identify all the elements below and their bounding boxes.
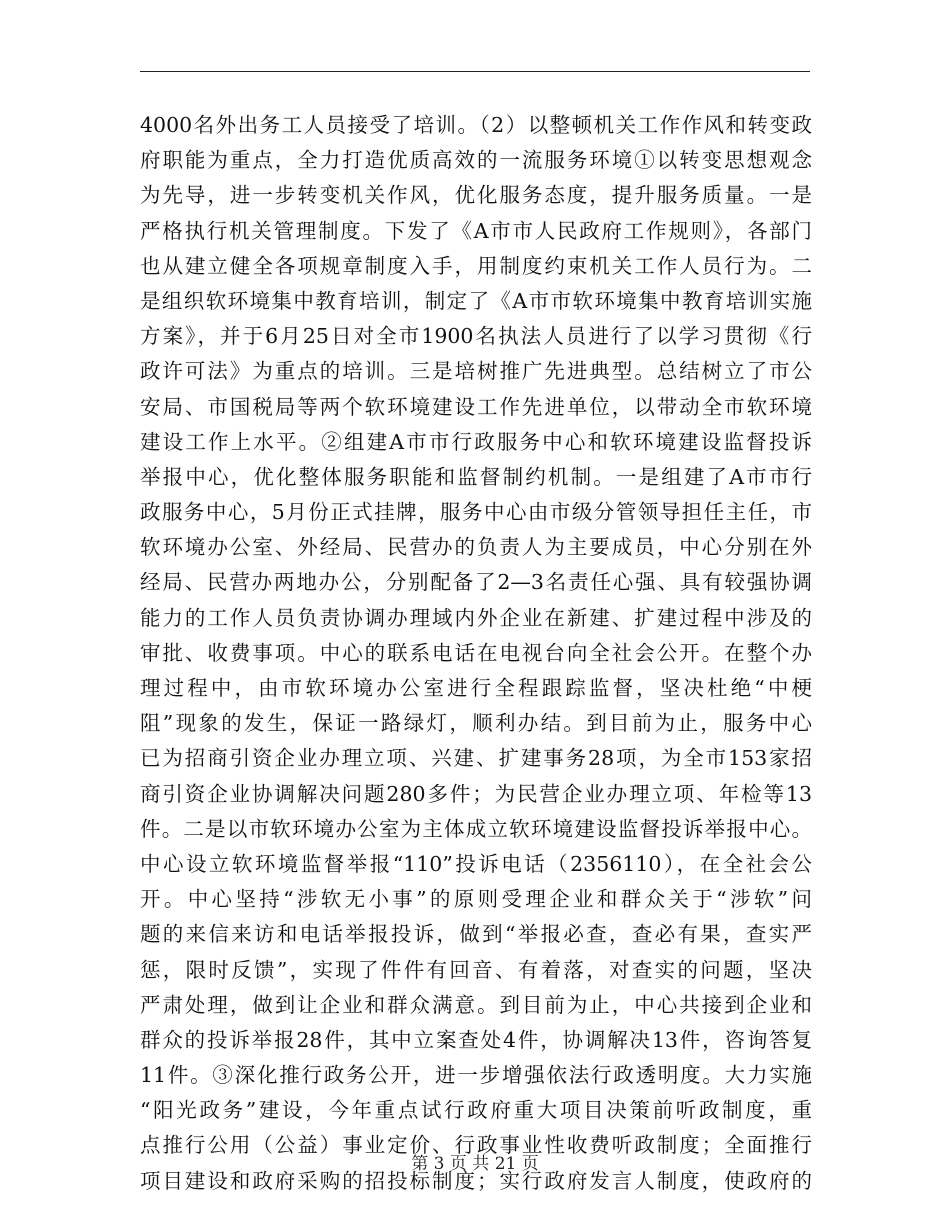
text-line: 严肃处理，做到让企业和群众满意。到目前为止，中心共接到企业和 — [140, 992, 812, 1017]
text-line: 点推行公用（公益）事业定价、行政事业性收费听政制度；全面推行 — [140, 1133, 812, 1158]
text-line: 政服务中心，5月份正式挂牌，服务中心由市级分管领导担任主任，市 — [140, 500, 812, 525]
text-line: 政许可法》为重点的培训。三是培树推广先进典型。总结树立了市公 — [140, 359, 812, 384]
text-line: 经局、民营办两地办公，分别配备了2—3名责任心强、具有较强协调 — [140, 570, 812, 595]
text-line: 能力的工作人员负责协调办理域内外企业在新建、扩建过程中涉及的 — [140, 605, 812, 630]
text-line: 开。中心坚持“涉软无小事”的原则受理企业和群众关于“涉软”问 — [140, 887, 812, 912]
text-line: 题的来信来访和电话举报投诉，做到“举报必查，查必有果，查实严 — [140, 922, 812, 947]
text-line: 软环境办公室、外经局、民营办的负责人为主要成员，中心分别在外 — [140, 535, 812, 560]
text-line: 群众的投诉举报28件，其中立案查处4件，协调解决13件，咨询答复 — [140, 1027, 812, 1052]
text-line: 商引资企业协调解决问题280多件；为民营企业办理立项、年检等13 — [140, 781, 812, 806]
text-line: 府职能为重点，全力打造优质高效的一流服务环境①以转变思想观念 — [140, 148, 812, 173]
text-line: 4000名外出务工人员接受了培训。（2）以整顿机关工作作风和转变政 — [140, 113, 812, 137]
text-line: 是组织软环境集中教育培训，制定了《A市市软环境集中教育培训实施 — [140, 288, 812, 313]
text-line: 已为招商引资企业办理立项、兴建、扩建事务28项，为全市153家招 — [140, 746, 812, 771]
text-line: 项目建设和政府采购的招投标制度；实行政府发言人制度，使政府的 — [140, 1168, 812, 1193]
text-line: 惩，限时反馈”，实现了件件有回音、有着落，对查实的问题，坚决 — [140, 957, 812, 982]
text-line: 审批、收费事项。中心的联系电话在电视台向全社会公开。在整个办 — [140, 640, 812, 665]
text-line: 安局、市国税局等两个软环境建设工作先进单位，以带动全市软环境 — [140, 394, 812, 419]
text-line: 方案》，并于6月25日对全市1900名执法人员进行了以学习贯彻《行 — [140, 324, 812, 349]
text-line: 也从建立健全各项规章制度入手，用制度约束机关工作人员行为。二 — [140, 253, 812, 278]
text-line: 11件。③深化推行政务公开，进一步增强依法行政透明度。大力实施 — [140, 1063, 812, 1088]
text-line: 中心设立软环境监督举报“110”投诉电话（2356110），在全社会公 — [140, 851, 812, 876]
text-line: 理过程中，由市软环境办公室进行全程跟踪监督，坚决杜绝“中梗 — [140, 676, 812, 700]
header-rule — [140, 71, 810, 72]
text-line: 建设工作上水平。②组建A市市行政服务中心和软环境建设监督投诉 — [140, 429, 812, 454]
page-footer: 第 3 页 共 21 页 — [411, 1154, 539, 1174]
body-text — [140, 108, 812, 1199]
text-line: 为先导，进一步转变机关作风，优化服务态度，提升服务质量。一是 — [140, 183, 812, 208]
text-line: “阳光政务”建设，今年重点试行政府重大项目决策前听政制度，重 — [140, 1098, 812, 1123]
text-line: 件。二是以市软环境办公室为主体成立软环境建设监督投诉举报中心。 — [140, 816, 812, 841]
text-line: 举报中心，优化整体服务职能和监督制约机制。一是组建了A市市行 — [140, 464, 812, 489]
text-line: 阻”现象的发生，保证一路绿灯，顺利办结。到目前为止，服务中心 — [140, 711, 812, 736]
text-line: 严格执行机关管理制度。下发了《A市市人民政府工作规则》，各部门 — [140, 218, 812, 243]
